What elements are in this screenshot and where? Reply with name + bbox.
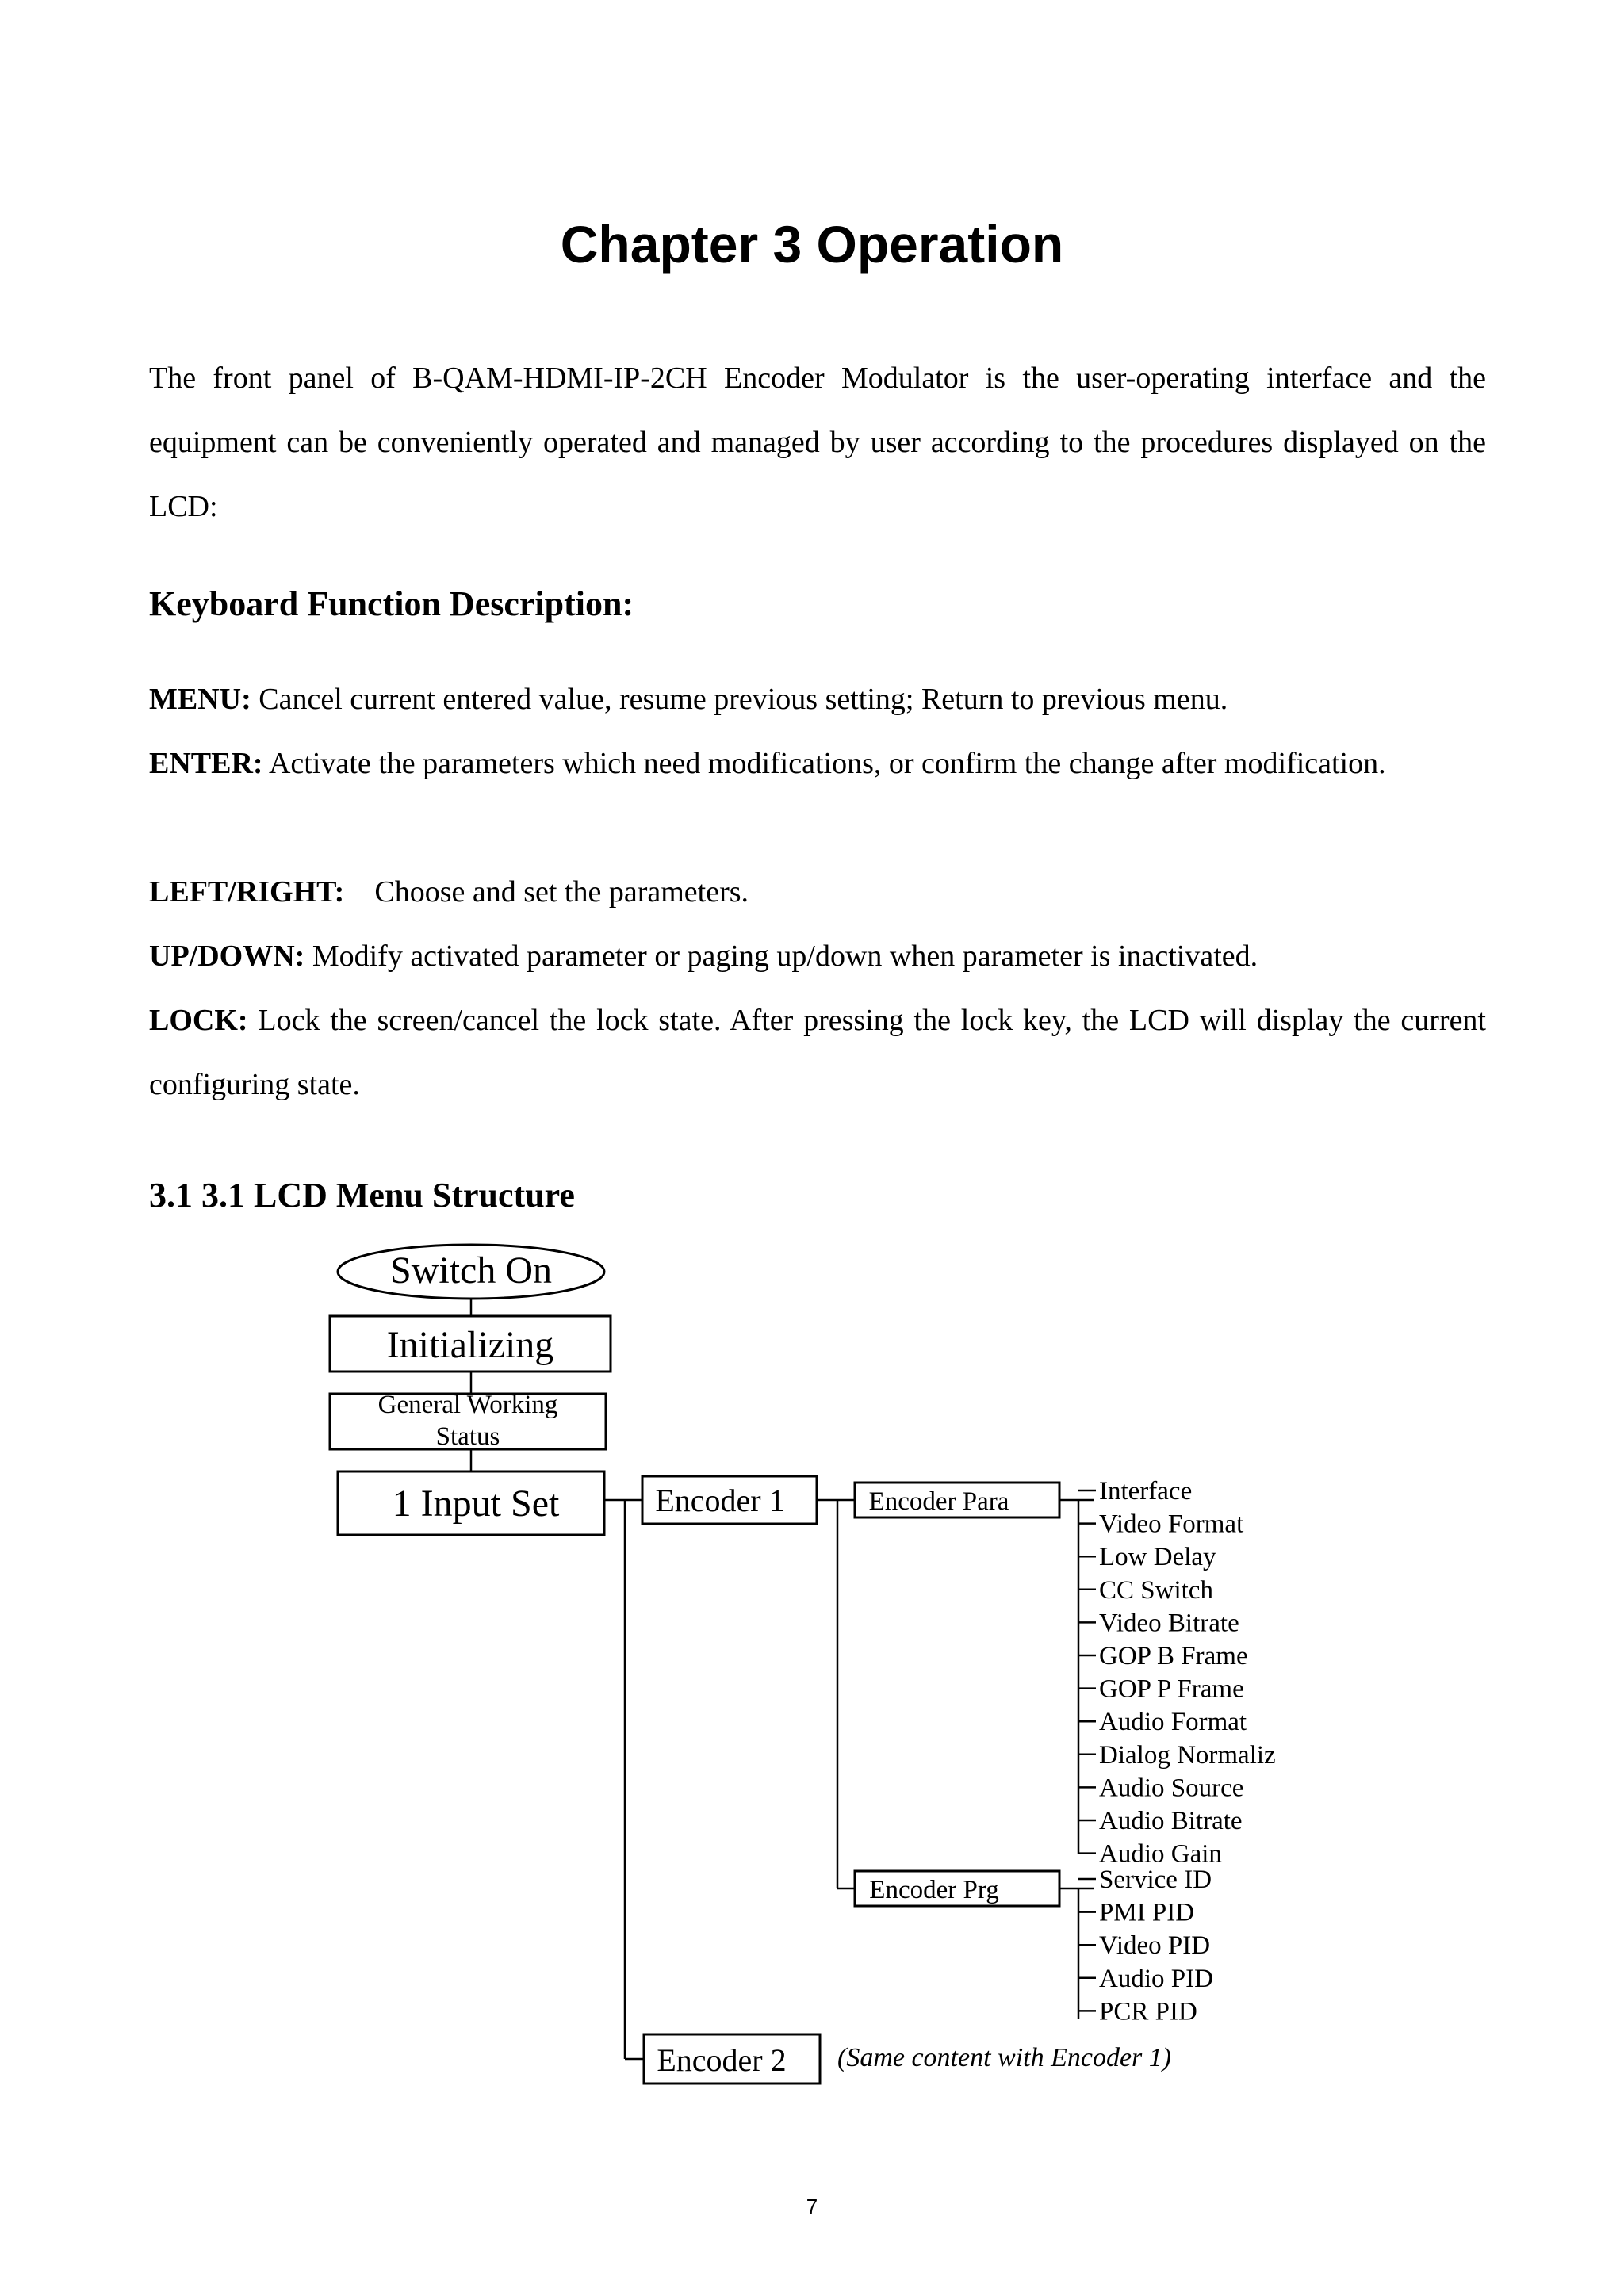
menu-item-label: PMI PID	[1099, 1898, 1195, 1927]
general-working-status-label-line1: General Working	[377, 1391, 558, 1419]
key-desc: Activate the parameters which need modifications, or confirm the change after modification.	[262, 747, 1386, 780]
encoder2-label: Encoder 2	[657, 2042, 787, 2078]
encoder2-note: (Same content with Encoder 1)	[837, 2043, 1172, 2072]
menu-item-label: PCR PID	[1099, 1997, 1197, 2026]
intro-paragraph: The front panel of B-QAM-HDMI-IP-2CH Encoder Modulator is the user-operating interface and the equipment can be conveniently operated and managed by user according to the procedures displayed on the LCD:	[149, 362, 1486, 523]
key-name: UP/DOWN:	[149, 939, 305, 973]
menu-item-label: Audio PID	[1099, 1964, 1213, 1993]
key-desc: Modify activated parameter or paging up/down when parameter is inactivated.	[304, 939, 1258, 973]
menu-item-label: CC Switch	[1099, 1575, 1213, 1605]
page-number: 7	[806, 2195, 818, 2218]
key-name: ENTER:	[149, 747, 263, 780]
menu-item-label: Dialog Normaliz	[1099, 1740, 1276, 1770]
menu-item-label: GOP P Frame	[1099, 1674, 1244, 1704]
keyboard-heading: Keyboard Function Description:	[149, 584, 634, 623]
menu-item-label: Video PID	[1099, 1931, 1211, 1961]
chapter-title: Chapter 3 Operation	[560, 215, 1064, 274]
menu-item-label: Video Bitrate	[1099, 1609, 1239, 1638]
general-working-status-label-line2: Status	[435, 1422, 500, 1451]
encoder-prg-label: Encoder Prg	[869, 1876, 999, 1904]
key-desc: Choose and set the parameters.	[344, 875, 749, 909]
key-desc: Lock the screen/cancel the lock state. After pressing the lock key, the LCD will display the current configuring state.	[149, 1004, 1486, 1101]
key-name: LOCK:	[149, 1004, 248, 1037]
key-name: LEFT/RIGHT:	[149, 875, 345, 909]
switch-on-label: Switch On	[390, 1249, 552, 1292]
key-desc: Cancel current entered value, resume previous setting; Return to previous menu.	[251, 683, 1228, 716]
menu-item-label: Low Delay	[1099, 1543, 1216, 1572]
menu-item-label: Audio Gain	[1099, 1839, 1222, 1869]
menu-item-label: Audio Format	[1099, 1708, 1247, 1737]
encoder-para-label: Encoder Para	[868, 1487, 1009, 1516]
menu-item-label: GOP B Frame	[1099, 1642, 1248, 1670]
section-heading: 3.1 3.1 LCD Menu Structure	[149, 1176, 575, 1215]
menu-item-label: Service ID	[1099, 1866, 1212, 1894]
initializing-label: Initializing	[386, 1324, 554, 1366]
menu-item-label: Interface	[1099, 1477, 1193, 1506]
menu-item-label: Audio Source	[1099, 1774, 1244, 1803]
input-set-label: 1 Input Set	[392, 1483, 560, 1525]
encoder1-label: Encoder 1	[655, 1483, 785, 1518]
key-name: MENU:	[149, 683, 251, 716]
menu-item-label: Video Format	[1099, 1510, 1244, 1539]
menu-item-label: Audio Bitrate	[1099, 1807, 1243, 1835]
